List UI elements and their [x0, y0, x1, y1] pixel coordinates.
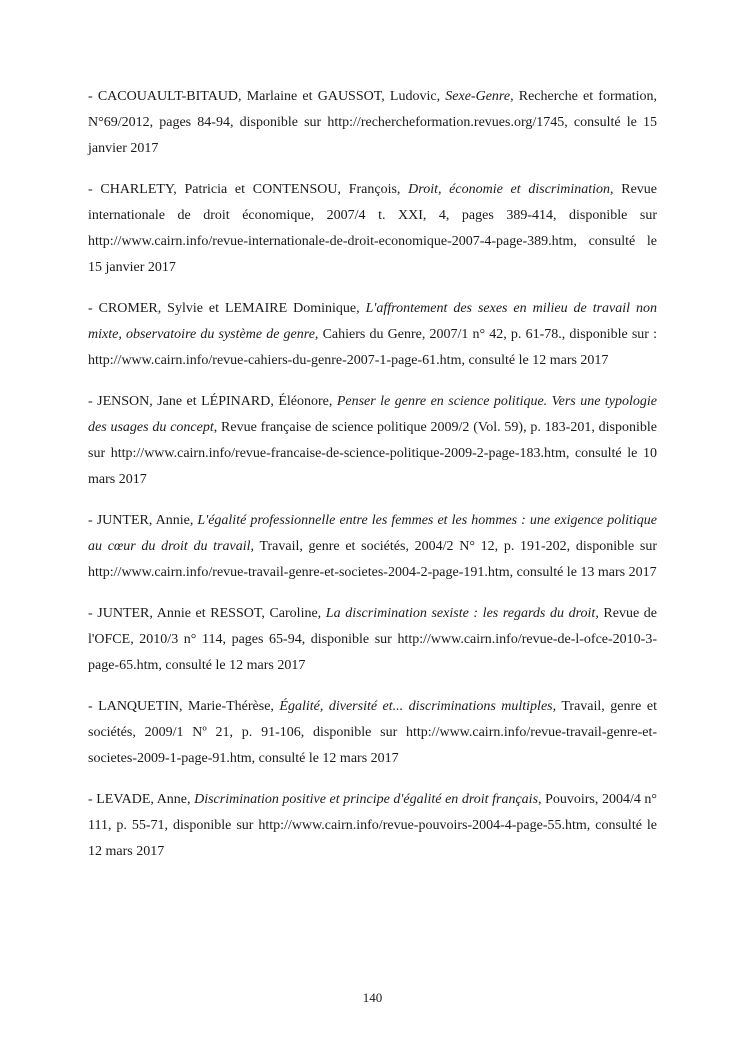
entry-authors: - CACOUAULT-BITAUD, Marlaine et GAUSSOT, Ludovic, [88, 89, 446, 104]
entry-details: , Travail, genre et sociétés, 2009/1 Nº 21, p. 91-106, disponible sur http://www.cairn.info/revue-travail-genre-et-societes-2009-1-page-91.htm, consulté le 12 mars 2017 [88, 699, 657, 766]
entry-authors: - JUNTER, Annie, [88, 513, 198, 528]
entry-title: L'égalité professionnelle entre les femmes et les hommes : une exigence politique au cœur du droit du travail [88, 513, 657, 554]
entry-title: La discrimination sexiste : les regards du droit [325, 606, 596, 621]
bibliography-entry [88, 787, 657, 865]
entry-details: , Recherche et formation, N°69/2012, pages 84-94, disponible sur http://rechercheformation.revues.org/1745, consulté le 15 janvier 2017 [88, 89, 657, 156]
bibliography-entry [88, 84, 657, 162]
bibliography-entry [88, 601, 657, 679]
bibliography-entry [88, 177, 657, 281]
bibliography-entry [88, 389, 657, 493]
bibliography-entry [88, 694, 657, 772]
entry-authors: - JUNTER, Annie et RESSOT, Caroline, [88, 606, 326, 621]
entry-title: Sexe-Genre [445, 89, 511, 104]
entry-details: , Revue de l'OFCE, 2010/3 n° 114, pages 65-94, disponible sur http://www.cairn.info/revue-de-l-ofce-2010-3-page-65.htm, consulté le 12 mars 2017 [88, 606, 658, 673]
entry-authors: - LANQUETIN, Marie-Thérèse, [88, 699, 280, 714]
entry-details: , Travail, genre et sociétés, 2004/2 N° 12, p. 191-202, disponible sur http://www.cairn.info/revue-travail-genre-et-societes-2004-2-page-191.htm, consulté le 13 mars 2017 [88, 539, 657, 580]
entry-title: Droit, économie et discrimination [408, 182, 611, 197]
entry-details: , Revue internationale de droit économique, 2007/4 t. XXI, 4, pages 389-414, disponible sur http://www.cairn.info/revue-internationale-de-droit-economique-2007-4-page-389.htm, consulté le 15 janvier 2017 [88, 182, 658, 275]
entry-authors: - CHARLETY, Patricia et CONTENSOU, François, [88, 182, 409, 197]
entry-authors: - LEVADE, Anne, [88, 792, 195, 807]
entry-details: , Revue française de science politique 2009/2 (Vol. 59), p. 183-201, disponible sur http://www.cairn.info/revue-francaise-de-science-politique-2009-2-page-183.htm, consulté le 10 mars 2017 [88, 420, 657, 487]
entry-details: , Cahiers du Genre, 2007/1 n° 42, p. 61-78., disponible sur : http://www.cairn.info/revue-cahiers-du-genre-2007-1-page-61.htm, consulté le 12 mars 2017 [88, 327, 658, 368]
entry-title: Égalité, diversité et... discriminations multiples [279, 699, 553, 714]
entry-title: L'affrontement des sexes en milieu de travail non mixte, observatoire du système de genre [88, 301, 657, 342]
bibliography-entry [88, 508, 657, 586]
entry-title: Penser le genre en science politique. Vers une typologie des usages du concept [88, 394, 658, 435]
entry-title: Discrimination positive et principe d'égalité en droit français [194, 792, 539, 807]
entry-details: , Pouvoirs, 2004/4 n° 111, p. 55-71, disponible sur http://www.cairn.info/revue-pouvoirs-2004-4-page-55.htm, consulté le 12 mars 2017 [88, 792, 657, 859]
bibliography-entry [88, 296, 657, 374]
entry-authors: - JENSON, Jane et LÉPINARD, Éléonore, [88, 394, 337, 409]
entry-authors: - CROMER, Sylvie et LEMAIRE Dominique, [88, 301, 366, 316]
bibliography-list [88, 84, 657, 880]
page-number: 140 [362, 990, 383, 1005]
